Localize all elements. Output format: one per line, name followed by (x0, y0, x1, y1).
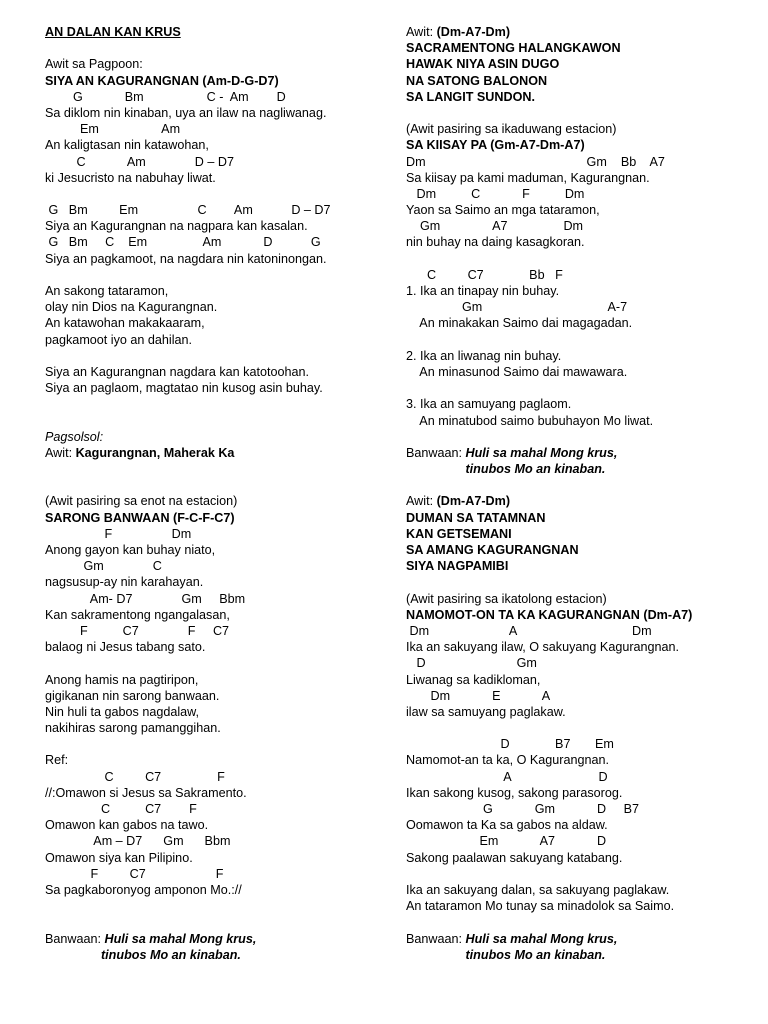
song-line: nakihiras sarong pamanggihan. (45, 721, 221, 736)
song-line: Sa kiisay pa kami maduman, Kagurangnan. (406, 170, 650, 185)
song-line: KAN GETSEMANI (406, 526, 512, 541)
song-line: C C7 Bb F (406, 267, 563, 282)
right-column (406, 24, 756, 963)
stanza (406, 348, 756, 380)
station-song-title: SA KIISAY PA (Gm-A7-Dm-A7) (406, 138, 585, 153)
verse-4 (45, 364, 375, 396)
banwaan-response-line2: tinubos Mo an kinaban. (100, 947, 241, 962)
banwaan-response: Banwaan: Huli sa mahal Mong krus, (45, 931, 257, 946)
song-line: Omawon siya kan Pilipino. (45, 850, 193, 865)
banwaan-response: Banwaan: Huli sa mahal Mong krus, (406, 445, 618, 460)
song-line: ilaw sa samuyang paglakaw. (406, 704, 566, 719)
refrain-label: Ref: (45, 753, 69, 768)
station-song-title: NAMOMOT-ON TA KA KAGURANGNAN (Dm-A7) (406, 607, 693, 622)
song-line: An minatubod saimo bubuhayon Mo liwat. (406, 413, 654, 428)
song-line: An tataramon Mo tunay sa minadolok sa Saimo. (406, 899, 675, 914)
song-line: Gm A-7 (406, 300, 628, 315)
song-line: balaog ni Jesus tabang sato. (45, 640, 206, 655)
song-line: Dm A Dm (406, 623, 652, 638)
song-line: Yaon sa Saimo an mga tataramon, (406, 203, 600, 218)
song-line: //:Omawon si Jesus sa Sakramento. (45, 785, 247, 800)
song-line: 3. Ika an samuyang paglaom. (406, 397, 572, 412)
stanza (45, 672, 375, 737)
station-note: (Awit pasiring sa enot na estacion) (45, 494, 238, 509)
song-line: An katawohan makakaaram, (45, 316, 205, 331)
song-line: DUMAN SA TATAMNAN (406, 510, 546, 525)
song-line: C C7 F (45, 802, 197, 816)
banwaan-response-line2: tinubos Mo an kinaban. (465, 947, 606, 962)
station-song-title: SARONG BANWAAN (F-C-F-C7) (45, 510, 235, 525)
song-line: Sakong paalawan sakuyang katabang. (406, 850, 623, 865)
song-line: SA AMANG KAGURANGNAN (406, 543, 579, 557)
song-line: gigikanan nin sarong banwaan. (45, 688, 220, 703)
song-line: Ika an sakuyang ilaw, O sakuyang Kagurangnan. (406, 640, 680, 655)
page-title: AN DALAN KAN KRUS (45, 25, 181, 39)
left-column (45, 24, 375, 963)
song-line: Siya an pagkamoot, na nagdara nin katoninongan. (45, 251, 327, 266)
song-line: 2. Ika an liwanag nin buhay. (406, 348, 562, 363)
sacramento-lyrics (406, 40, 756, 105)
song-line: Oomawon ta Ka sa gabos na aldaw. (406, 818, 608, 833)
song-line: SACRAMENTONG HALANGKAWON (406, 41, 621, 56)
song-line: Gm C (45, 559, 162, 574)
stanza (406, 154, 756, 251)
song-line: HAWAK NIYA ASIN DUGO (406, 57, 560, 72)
song-line: F C7 F (45, 866, 224, 881)
song-line: Anong gayon kan buhay niato, (45, 543, 216, 557)
stanza (406, 882, 756, 914)
song-line: Am – D7 Gm Bbm (45, 834, 231, 849)
stanza (406, 623, 756, 720)
song-line: Em A7 D (406, 834, 607, 849)
song-line: Siya an paglaom, magtatao nin kusog asin buhay. (45, 381, 323, 396)
song-line: Namomot-an ta ka, O Kagurangnan. (406, 753, 610, 768)
awit-line: Awit: (Dm-A7-Dm) (406, 25, 511, 39)
song-line: pagkamoot iyo an dahilan. (45, 332, 193, 347)
song-line: olay nin Dios na Kagurangnan. (45, 300, 218, 315)
song-line: Am- D7 Gm Bbm (45, 591, 246, 606)
song-line: Dm E A (406, 688, 551, 703)
song-line: Omawon kan gabos na tawo. (45, 818, 209, 833)
song-line: nagsusup-ay nin karahayan. (45, 575, 204, 590)
banwaan-response-line2: tinubos Mo an kinaban. (465, 462, 606, 477)
song-line: Anong hamis na pagtiripon, (45, 672, 199, 687)
song-line: 1. Ika an tinapay nin buhay. (406, 284, 560, 298)
pagsolsol-song: Awit: Kagurangnan, Maherak Ka (45, 445, 235, 460)
song-line: Dm C F Dm (406, 186, 585, 201)
duman-lyrics (406, 510, 756, 575)
refrain (45, 769, 375, 899)
song-line: A D (406, 769, 608, 784)
song-line: An minakakan Saimo dai magagadan. (406, 316, 633, 331)
song-line: SA LANGIT SUNDON. (406, 89, 535, 104)
pagsolsol-label: Pagsolsol: (45, 429, 104, 444)
verse-2 (45, 202, 375, 267)
song-line: An minasunod Saimo dai mawawara. (406, 364, 628, 379)
song-line: Kan sakramentong ngangalasan, (45, 607, 230, 622)
song-line: Liwanag sa kadikloman, (406, 672, 541, 687)
song-line: G Bm Em C Am D – D7 (45, 203, 331, 218)
song-line: Em Am (45, 122, 181, 137)
song-line: Ika an sakuyang dalan, sa sakuyang paglakaw. (406, 882, 670, 897)
awit-line: Awit: (Dm-A7-Dm) (406, 494, 511, 509)
song-line: F C7 F C7 (45, 623, 230, 638)
verse-3 (45, 283, 375, 348)
song-line: Dm Gm Bb A7 (406, 154, 665, 169)
song-line: G Bm C Em Am D G (45, 235, 321, 250)
station-note: (Awit pasiring sa ikatolong estacion) (406, 591, 607, 606)
song-line: C Am D – D7 (45, 154, 234, 169)
song-line: D Gm (406, 656, 537, 671)
stanza (45, 526, 375, 656)
song-line: Nin huli ta gabos nagdalaw, (45, 704, 200, 719)
stanza (406, 267, 756, 332)
song-line: Siya an Kagurangnan na nagpara kan kasalan. (45, 219, 308, 234)
station-note: (Awit pasiring sa ikaduwang estacion) (406, 122, 617, 137)
opening-label: Awit sa Pagpoon: (45, 57, 143, 72)
song-line: G Gm D B7 (406, 802, 640, 816)
song-line: Ikan sakong kusog, sakong parasorog. (406, 785, 623, 800)
stanza (406, 396, 756, 428)
song-line: Sa diklom nin kinaban, uya an ilaw na nagliwanag. (45, 105, 327, 120)
song-line: Sa pagkaboronyog amponon Mo.:// (45, 882, 242, 897)
stanza (406, 736, 756, 866)
song-line: Siya an Kagurangnan nagdara kan katotoohan. (45, 364, 309, 379)
song-line: C C7 F (45, 769, 225, 784)
song-line: Gm A7 Dm (406, 219, 584, 234)
opening-song-title: SIYA AN KAGURANGNAN (Am-D-G-D7) (45, 73, 279, 88)
verse-1 (45, 89, 375, 186)
song-line: nin buhay na daing kasagkoran. (406, 235, 585, 250)
song-line: G Bm C - Am D (45, 89, 286, 104)
song-line: F Dm (45, 526, 192, 541)
song-line: An sakong tataramon, (45, 284, 169, 298)
song-line: SIYA NAGPAMIBI (406, 559, 509, 574)
song-line: NA SATONG BALONON (406, 73, 548, 88)
banwaan-response: Banwaan: Huli sa mahal Mong krus, (406, 931, 618, 946)
song-line: D B7 Em (406, 737, 614, 752)
song-line: ki Jesucristo na nabuhay liwat. (45, 170, 216, 185)
song-line: An kaligtasan nin katawohan, (45, 138, 209, 153)
